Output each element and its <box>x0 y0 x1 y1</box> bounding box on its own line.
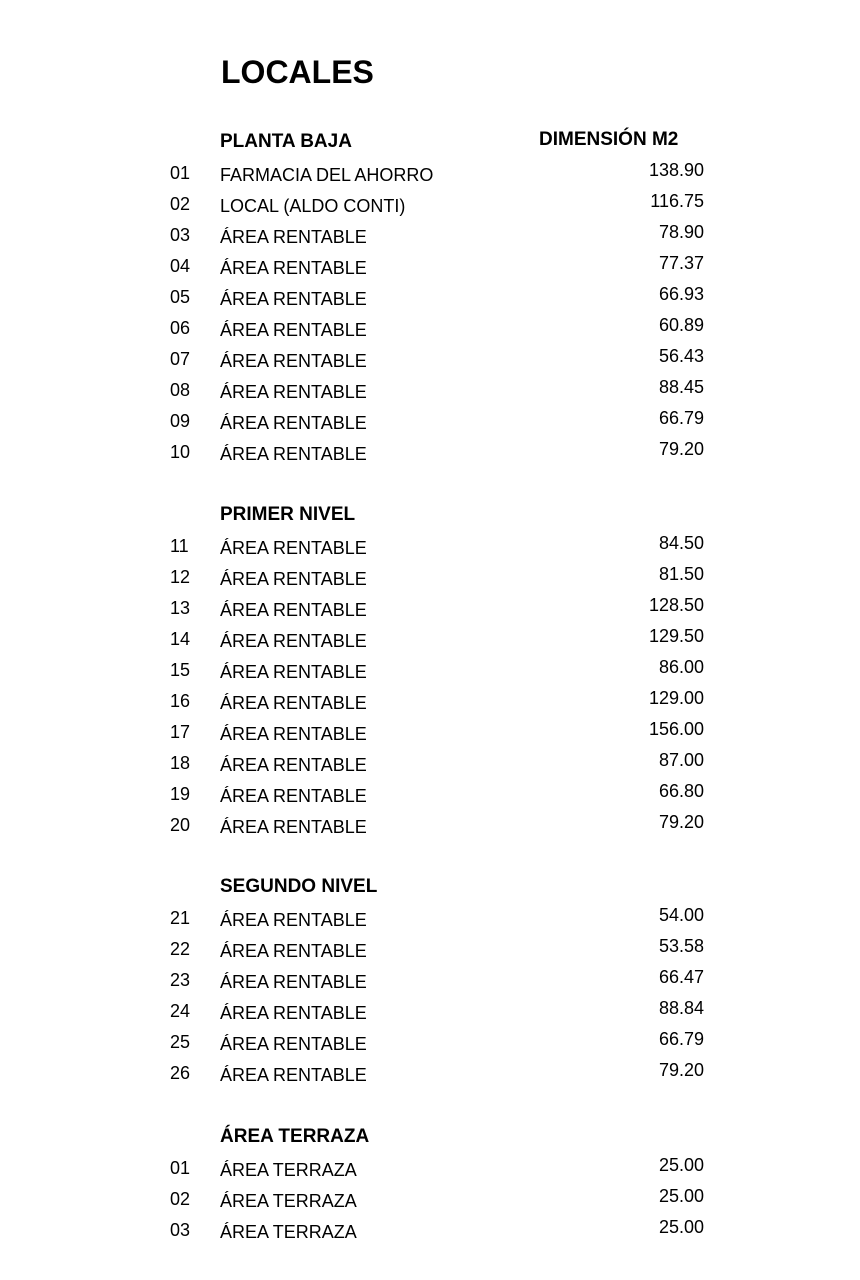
table-row <box>0 410 860 441</box>
row-label: ÁREA RENTABLE <box>220 631 367 651</box>
section-title: PRIMER NIVEL <box>220 504 356 525</box>
table-row <box>0 441 860 472</box>
row-dimension-value: 79.20 <box>658 439 704 459</box>
row-label: ÁREA RENTABLE <box>220 600 367 620</box>
table-row <box>0 535 860 566</box>
row-dimension-value: 66.79 <box>658 408 704 428</box>
row-dimension-value: 156.00 <box>648 719 704 739</box>
row-number: 19 <box>170 784 191 804</box>
table-row <box>0 566 860 597</box>
row-label: ÁREA RENTABLE <box>220 538 367 558</box>
row-dimension-value: 54.00 <box>658 905 704 925</box>
row-number: 10 <box>170 442 191 462</box>
row-number: 11 <box>170 536 189 556</box>
row-number: 01 <box>170 163 191 183</box>
row-dimension-value: 66.79 <box>658 1029 704 1049</box>
row-dimension-value: 66.47 <box>658 967 704 987</box>
row-number: 23 <box>170 970 191 990</box>
table-row <box>0 721 860 752</box>
row-number: 15 <box>170 660 191 680</box>
section-title: ÁREA TERRAZA <box>220 1126 370 1147</box>
row-label: ÁREA RENTABLE <box>220 444 367 464</box>
table-row <box>0 348 860 379</box>
row-label: ÁREA RENTABLE <box>220 320 367 340</box>
table-row <box>0 783 860 814</box>
row-dimension-value: 79.20 <box>658 812 704 832</box>
row-dimension-value: 79.20 <box>658 1060 704 1080</box>
table-row <box>0 628 860 659</box>
section-title: PLANTA BAJA <box>220 131 352 152</box>
row-dimension-value: 78.90 <box>658 222 704 242</box>
row-number: 04 <box>170 256 191 276</box>
table-row <box>0 162 860 193</box>
row-dimension-value: 77.37 <box>658 253 704 273</box>
table-row <box>0 1000 860 1031</box>
row-label: ÁREA RENTABLE <box>220 693 367 713</box>
row-label: ÁREA RENTABLE <box>220 1065 367 1085</box>
table-row <box>0 1062 860 1093</box>
table-row <box>0 814 860 845</box>
table-row <box>0 255 860 286</box>
row-dimension-value: 53.58 <box>658 936 704 956</box>
row-number: 14 <box>170 629 191 649</box>
page-title: LOCALES <box>221 54 374 90</box>
row-number: 24 <box>170 1001 191 1021</box>
table-row <box>0 969 860 1000</box>
table-row <box>0 752 860 783</box>
row-number: 12 <box>170 567 191 587</box>
row-dimension-value: 56.43 <box>658 346 704 366</box>
row-dimension-value: 88.84 <box>658 998 704 1018</box>
row-number: 26 <box>170 1063 191 1083</box>
table-row <box>0 1219 860 1250</box>
row-label: ÁREA RENTABLE <box>220 569 367 589</box>
row-dimension-value: 25.00 <box>658 1155 704 1175</box>
row-number: 03 <box>170 225 191 245</box>
row-dimension-value: 86.00 <box>658 657 704 677</box>
row-dimension-value: 128.50 <box>648 595 704 615</box>
row-label: ÁREA RENTABLE <box>220 351 367 371</box>
row-number: 20 <box>170 815 191 835</box>
row-number: 03 <box>170 1220 191 1240</box>
row-number: 25 <box>170 1032 191 1052</box>
table-row <box>0 597 860 628</box>
row-dimension-value: 84.50 <box>658 533 704 553</box>
row-dimension-value: 66.80 <box>658 781 704 801</box>
row-number: 02 <box>170 1189 191 1209</box>
table-row <box>0 224 860 255</box>
row-number: 13 <box>170 598 191 618</box>
table-row <box>0 286 860 317</box>
row-label: ÁREA TERRAZA <box>220 1222 357 1242</box>
row-label: LOCAL (ALDO CONTI) <box>220 196 406 216</box>
row-number: 17 <box>170 722 191 742</box>
row-label: ÁREA RENTABLE <box>220 413 367 433</box>
table-row <box>0 907 860 938</box>
row-dimension-value: 129.00 <box>648 688 704 708</box>
row-number: 07 <box>170 349 191 369</box>
row-label: ÁREA RENTABLE <box>220 1003 367 1023</box>
row-label: ÁREA RENTABLE <box>220 817 367 837</box>
table-row <box>0 659 860 690</box>
row-number: 06 <box>170 318 191 338</box>
row-dimension-value: 129.50 <box>648 626 704 646</box>
row-dimension-value: 25.00 <box>658 1186 704 1206</box>
row-label: ÁREA RENTABLE <box>220 258 367 278</box>
row-label: ÁREA RENTABLE <box>220 972 367 992</box>
row-number: 16 <box>170 691 191 711</box>
row-dimension-value: 25.00 <box>658 1217 704 1237</box>
row-dimension-value: 60.89 <box>658 315 704 335</box>
table-row <box>0 193 860 224</box>
row-label: ÁREA RENTABLE <box>220 755 367 775</box>
row-number: 18 <box>170 753 191 773</box>
table-row <box>0 690 860 721</box>
row-number: 22 <box>170 939 191 959</box>
row-dimension-value: 138.90 <box>648 160 704 180</box>
row-number: 01 <box>170 1158 191 1178</box>
table-row <box>0 379 860 410</box>
row-label: ÁREA RENTABLE <box>220 662 367 682</box>
table-row <box>0 1188 860 1219</box>
row-label: ÁREA RENTABLE <box>220 289 367 309</box>
row-dimension-value: 87.00 <box>658 750 704 770</box>
row-label: ÁREA RENTABLE <box>220 227 367 247</box>
table-row <box>0 1157 860 1188</box>
section-title: SEGUNDO NIVEL <box>220 876 378 897</box>
row-number: 05 <box>170 287 191 307</box>
row-number: 02 <box>170 194 191 214</box>
row-dimension-value: 116.75 <box>650 191 704 211</box>
table-row <box>0 1031 860 1062</box>
row-label: ÁREA RENTABLE <box>220 724 367 744</box>
table-row <box>0 938 860 969</box>
row-dimension-value: 88.45 <box>658 377 704 397</box>
row-label: ÁREA RENTABLE <box>220 941 367 961</box>
row-dimension-value: 81.50 <box>658 564 704 584</box>
row-number: 08 <box>170 380 191 400</box>
row-dimension-value: 66.93 <box>658 284 704 304</box>
row-number: 09 <box>170 411 191 431</box>
row-label: ÁREA TERRAZA <box>220 1160 357 1180</box>
row-label: ÁREA TERRAZA <box>220 1191 357 1211</box>
row-number: 21 <box>170 908 191 928</box>
row-label: ÁREA RENTABLE <box>220 382 367 402</box>
row-label: ÁREA RENTABLE <box>220 786 367 806</box>
row-label: ÁREA RENTABLE <box>220 910 367 930</box>
row-label: ÁREA RENTABLE <box>220 1034 367 1054</box>
table-row <box>0 317 860 348</box>
row-label: FARMACIA DEL AHORRO <box>220 165 434 185</box>
dimension-column-header: DIMENSIÓN M2 <box>539 129 679 150</box>
